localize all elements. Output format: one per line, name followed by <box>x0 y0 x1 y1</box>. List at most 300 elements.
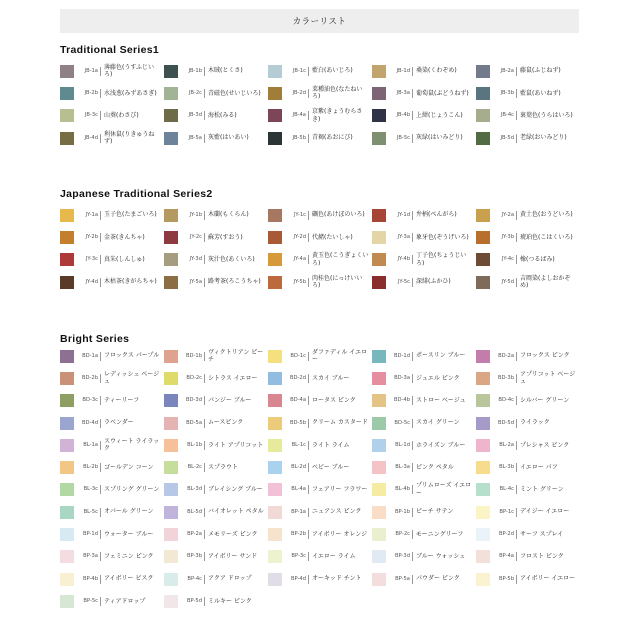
color-item <box>268 412 372 434</box>
color-swatch <box>268 528 282 541</box>
color-swatch <box>60 350 74 363</box>
color-name: 蘇芳(すおう) <box>208 233 243 241</box>
color-item <box>60 105 164 127</box>
color-code: BP-4c <box>178 575 205 584</box>
color-swatch <box>268 461 282 474</box>
color-swatch <box>268 65 282 78</box>
color-swatch <box>164 276 178 289</box>
color-swatch <box>476 483 490 496</box>
color-code: BL-5c <box>74 508 101 517</box>
color-item <box>476 479 580 501</box>
color-code: JY-1a <box>74 211 101 220</box>
color-name: スウィート ライラック <box>104 437 160 453</box>
color-item <box>372 568 476 590</box>
color-code: BP-4b <box>74 575 101 584</box>
color-swatch <box>372 506 386 519</box>
color-name: 灰汁色(あくいろ) <box>208 255 255 263</box>
color-item <box>60 590 164 612</box>
color-name: ブルー ウォッシュ <box>416 553 466 561</box>
color-name: ブレイシング ブルー <box>208 486 263 494</box>
color-item <box>60 271 164 293</box>
color-code: BD-5a <box>178 419 205 428</box>
section-title: Bright Series <box>60 333 130 345</box>
color-item <box>60 479 164 501</box>
color-name: アイボリー サンド <box>208 553 258 561</box>
color-swatch <box>268 483 282 496</box>
color-swatch <box>476 550 490 563</box>
color-code: BP-1a <box>282 508 309 517</box>
color-code: JY-1c <box>282 211 309 220</box>
color-item <box>476 390 580 412</box>
color-item <box>372 204 476 226</box>
color-code: JY-2b <box>74 233 101 242</box>
color-item <box>164 367 268 389</box>
color-name: モーニングリーフ <box>416 530 464 538</box>
color-name: サーフ スプレイ <box>520 530 564 538</box>
color-name: 水浅葱(みずあさぎ) <box>104 89 157 97</box>
page-title: カラーリスト <box>292 17 347 27</box>
color-item <box>60 60 164 82</box>
color-item <box>476 105 580 127</box>
color-name: 木蘭(もくらん) <box>208 211 249 219</box>
color-item <box>372 501 476 523</box>
color-item <box>60 204 164 226</box>
color-swatch <box>60 506 74 519</box>
color-name: 藍白(あいじろ) <box>312 67 353 75</box>
color-code: BL-3d <box>178 485 205 494</box>
color-swatch <box>164 483 178 496</box>
color-name: ダファディル イエロー <box>312 348 368 364</box>
color-item <box>476 271 580 293</box>
color-name: 菜種油色(なたねいろ) <box>312 85 363 101</box>
color-item <box>164 105 268 127</box>
color-swatch <box>268 439 282 452</box>
color-item <box>164 546 268 568</box>
color-code: BD-2d <box>282 374 309 383</box>
color-code: JY-1d <box>386 211 413 220</box>
color-item <box>268 226 372 248</box>
color-item <box>60 456 164 478</box>
color-swatch <box>476 65 490 78</box>
color-name: ジュエル ピンク <box>416 374 460 382</box>
color-code: BD-4a <box>282 396 309 405</box>
color-swatch <box>164 231 178 244</box>
color-swatch <box>60 417 74 430</box>
color-swatch <box>164 417 178 430</box>
color-name: 藤鼠(ふじねず) <box>520 67 561 75</box>
color-code: BP-1d <box>74 530 101 539</box>
color-swatch <box>164 461 178 474</box>
color-code: JY-2d <box>282 233 309 242</box>
color-item <box>476 127 580 149</box>
color-code: JB-1a <box>74 67 101 76</box>
color-name: スプリング グリーン <box>104 486 160 494</box>
color-swatch <box>372 550 386 563</box>
color-swatch <box>60 550 74 563</box>
color-swatch <box>268 372 282 385</box>
color-name: ウォーター ブルー <box>104 530 154 538</box>
color-name: ピンク ペタル <box>416 463 454 471</box>
color-swatch <box>164 439 178 452</box>
color-code: JY-5c <box>386 278 413 287</box>
color-name: 真朱(しんしゅ) <box>104 255 145 263</box>
color-swatch <box>372 461 386 474</box>
color-code: JY-3b <box>490 233 517 242</box>
color-item <box>164 60 268 82</box>
color-item <box>372 546 476 568</box>
color-item <box>372 434 476 456</box>
color-item <box>476 249 580 271</box>
color-swatch <box>60 132 74 145</box>
color-code: BP-2d <box>490 530 517 539</box>
color-item <box>164 345 268 367</box>
color-swatch <box>164 253 178 266</box>
color-swatch <box>372 394 386 407</box>
color-name: 葡萄鼠(ぶどうねず) <box>416 89 469 97</box>
color-swatch <box>60 65 74 78</box>
color-swatch <box>268 231 282 244</box>
color-swatch <box>60 595 74 608</box>
color-name: 裏葉色(うらはいろ) <box>520 111 573 119</box>
color-swatch <box>268 276 282 289</box>
color-item <box>268 204 372 226</box>
color-name: シトラス イエロー <box>208 374 258 382</box>
color-swatch <box>476 231 490 244</box>
color-swatch <box>164 65 178 78</box>
color-item <box>60 412 164 434</box>
color-code: JY-4a <box>282 255 309 264</box>
color-code: JY-2c <box>178 233 205 242</box>
color-code: BP-3d <box>386 552 413 561</box>
color-name: ベビー ブルー <box>312 463 350 471</box>
color-swatch <box>372 417 386 430</box>
color-swatch <box>476 528 490 541</box>
color-code: JB-1c <box>282 67 309 76</box>
color-code: BL-3b <box>490 463 517 472</box>
color-swatch <box>268 209 282 222</box>
color-item <box>268 390 372 412</box>
color-name: 橡(つるばみ) <box>520 255 555 263</box>
color-swatch <box>476 276 490 289</box>
color-item <box>476 226 580 248</box>
color-swatch <box>164 350 178 363</box>
color-code: BD-5d <box>490 419 517 428</box>
color-code: BL-4a <box>282 485 309 494</box>
color-name: オパール グリーン <box>104 508 154 516</box>
color-code: BL-2c <box>178 463 205 472</box>
color-code: BL-1c <box>282 441 309 450</box>
color-name: 木賊(とくさ) <box>208 67 243 75</box>
color-name: 代赭(たいしゃ) <box>312 233 353 241</box>
color-swatch <box>372 439 386 452</box>
color-name: プリムローズ イエロー <box>416 482 472 497</box>
color-name: フェミニン ピンク <box>104 553 154 561</box>
color-swatch <box>476 394 490 407</box>
color-item <box>476 456 580 478</box>
color-code: BD-4d <box>74 419 101 428</box>
color-name: 路考茶(ろこうちゃ) <box>208 278 261 286</box>
color-name: 薄藤色(うすふじいろ) <box>104 63 155 79</box>
color-swatch <box>372 372 386 385</box>
section-title: Traditional Series1 <box>60 44 160 56</box>
color-item <box>476 568 580 590</box>
color-name: ストロー ベージュ <box>416 396 466 404</box>
color-code: JY-1b <box>178 211 205 220</box>
color-swatch <box>372 253 386 266</box>
color-swatch <box>60 209 74 222</box>
color-name: 老緑(おいみどり) <box>520 134 567 142</box>
color-code: JY-4d <box>74 278 101 287</box>
color-swatch <box>164 550 178 563</box>
color-item <box>268 501 372 523</box>
color-swatch <box>476 439 490 452</box>
color-name: 肉桂色(にっけいいろ) <box>312 274 363 290</box>
color-name: アイボリー オレンジ <box>312 530 368 538</box>
color-name: 青磁色(せいじいろ) <box>208 89 261 97</box>
color-name: ホライズン ブルー <box>416 441 466 449</box>
color-item <box>268 479 372 501</box>
color-name: オーキッド チント <box>312 575 362 583</box>
color-swatch <box>476 209 490 222</box>
color-swatch <box>372 350 386 363</box>
color-code: BL-2d <box>282 463 309 472</box>
color-item <box>476 345 580 367</box>
color-item <box>60 390 164 412</box>
color-swatch <box>268 417 282 430</box>
color-code: BP-5d <box>178 597 205 606</box>
color-swatch <box>372 573 386 586</box>
color-name: 礪色(あけぼのいろ) <box>312 211 365 219</box>
color-code: JB-3a <box>386 89 413 98</box>
color-code: BL-3a <box>386 463 413 472</box>
color-item <box>372 390 476 412</box>
color-item <box>164 82 268 104</box>
color-swatch <box>372 276 386 289</box>
color-name: スカイ ブルー <box>312 374 350 382</box>
color-name: 京紫(きょうむらさき) <box>312 108 363 123</box>
color-swatch <box>372 528 386 541</box>
color-name: アイボリー イエロー <box>520 575 576 583</box>
color-swatch <box>476 506 490 519</box>
color-code: BP-4d <box>282 575 309 584</box>
color-item <box>60 501 164 523</box>
color-swatch <box>164 109 178 122</box>
color-item <box>164 127 268 149</box>
color-swatch <box>164 394 178 407</box>
color-name: ニュアンス ピンク <box>312 508 362 516</box>
color-swatch <box>476 132 490 145</box>
color-item <box>372 345 476 367</box>
color-code: BD-4b <box>386 396 413 405</box>
color-swatch <box>164 87 178 100</box>
color-item <box>164 479 268 501</box>
color-item <box>372 127 476 149</box>
color-code: BP-5b <box>490 575 517 584</box>
color-swatch <box>372 483 386 496</box>
color-code: JB-3c <box>74 111 101 120</box>
color-code: JB-4b <box>386 111 413 120</box>
color-grid <box>60 345 580 613</box>
color-name: ミルキー ピンク <box>208 597 252 605</box>
color-swatch <box>60 372 74 385</box>
color-swatch <box>164 528 178 541</box>
color-name: ポースリン ブルー <box>416 352 466 360</box>
color-item <box>476 367 580 389</box>
color-code: BL-5d <box>178 508 205 517</box>
color-name: ライラック <box>520 419 550 427</box>
color-code: JB-2d <box>282 89 309 98</box>
color-item <box>268 456 372 478</box>
color-swatch <box>60 528 74 541</box>
color-name: フロックス パープル <box>104 352 160 360</box>
color-code: BD-5c <box>386 419 413 428</box>
color-name: 利休鼠(りきゅうねず) <box>104 130 155 146</box>
color-item <box>268 546 372 568</box>
color-item <box>372 226 476 248</box>
color-name: メモリーズ ピンク <box>208 530 258 538</box>
color-code: BP-2b <box>282 530 309 539</box>
color-code: JY-5a <box>178 278 205 287</box>
color-code: BD-1b <box>178 352 205 361</box>
color-name: 上紺(じょうこん) <box>416 111 463 119</box>
color-code: BL-1b <box>178 441 205 450</box>
color-item <box>268 367 372 389</box>
color-name: 藍鼠(あいねず) <box>520 89 561 97</box>
color-code: JB-1b <box>178 67 205 76</box>
color-swatch <box>164 506 178 519</box>
color-name: 琥珀色(こはくいろ) <box>520 233 573 241</box>
color-item <box>372 60 476 82</box>
color-code: JB-1d <box>386 67 413 76</box>
color-code: BD-2b <box>74 374 101 383</box>
color-name: 弁柄(べんがら) <box>416 211 457 219</box>
color-swatch <box>164 209 178 222</box>
color-item <box>372 412 476 434</box>
color-swatch <box>268 550 282 563</box>
color-name: プレシャス ピンク <box>520 441 570 449</box>
color-swatch <box>268 132 282 145</box>
color-name: フェアリー フラワー <box>312 486 368 494</box>
color-name: 吉岡染(よしおかぞめ) <box>520 274 571 290</box>
color-swatch <box>60 276 74 289</box>
color-item <box>164 523 268 545</box>
color-code: JY-4b <box>386 255 413 264</box>
color-name: 木枯茶(きがらちゃ) <box>104 278 157 286</box>
color-item <box>372 271 476 293</box>
color-swatch <box>476 417 490 430</box>
color-item <box>60 82 164 104</box>
color-code: BL-1a <box>74 441 101 450</box>
color-code: JY-4c <box>490 255 517 264</box>
color-code: JB-3b <box>490 89 517 98</box>
color-name: ライト アプリコット <box>208 441 264 449</box>
color-swatch <box>476 573 490 586</box>
color-item <box>476 523 580 545</box>
color-swatch <box>268 506 282 519</box>
color-item <box>60 127 164 149</box>
color-item <box>268 127 372 149</box>
color-name: 深緋(ふかひ) <box>416 278 451 286</box>
color-swatch <box>164 573 178 586</box>
color-code: BP-2c <box>386 530 413 539</box>
color-swatch <box>268 109 282 122</box>
color-swatch <box>60 483 74 496</box>
color-item <box>476 501 580 523</box>
color-code: BL-4c <box>490 485 517 494</box>
color-code: BP-3b <box>178 552 205 561</box>
color-name: 青褐(あおにび) <box>312 134 353 142</box>
color-name: アクア ドロップ <box>208 575 252 583</box>
color-code: BD-4c <box>490 396 517 405</box>
color-code: JB-2a <box>490 67 517 76</box>
color-code: JY-5b <box>282 278 309 287</box>
color-item <box>476 82 580 104</box>
color-name: デイジー イエロー <box>520 508 570 516</box>
color-item <box>476 546 580 568</box>
color-name: ロータス ピンク <box>312 396 356 404</box>
color-swatch <box>372 87 386 100</box>
color-swatch <box>476 461 490 474</box>
color-code: JB-3d <box>178 111 205 120</box>
color-code: BD-1a <box>74 352 101 361</box>
color-swatch <box>60 87 74 100</box>
color-code: BP-2a <box>178 530 205 539</box>
color-swatch <box>60 231 74 244</box>
color-swatch <box>372 209 386 222</box>
color-code: BD-1c <box>282 352 309 361</box>
color-code: BP-1b <box>386 508 413 517</box>
color-code: BL-1d <box>386 441 413 450</box>
color-code: JY-5d <box>490 278 517 287</box>
color-item <box>164 226 268 248</box>
color-swatch <box>372 65 386 78</box>
color-item <box>60 367 164 389</box>
color-item <box>372 523 476 545</box>
color-name: 金茶(きんちゃ) <box>104 233 145 241</box>
color-swatch <box>164 132 178 145</box>
color-item <box>60 249 164 271</box>
color-name: 象牙色(ぞうげいろ) <box>416 233 469 241</box>
color-swatch <box>476 109 490 122</box>
color-item <box>164 390 268 412</box>
color-item <box>372 105 476 127</box>
color-name: イエロー ライム <box>312 553 356 561</box>
color-item <box>164 412 268 434</box>
color-name: ヴィクトリアン ピーチ <box>208 348 264 364</box>
color-name: ラベンダー <box>104 419 134 427</box>
color-swatch <box>268 350 282 363</box>
color-code: JB-4c <box>490 111 517 120</box>
color-code: BP-4a <box>490 552 517 561</box>
color-name: レディッシュ ベージュ <box>104 370 160 386</box>
color-code: JB-5b <box>282 134 309 143</box>
color-name: ピーチ サテン <box>416 508 454 516</box>
color-swatch <box>476 372 490 385</box>
color-name: フロックス ピンク <box>520 352 570 360</box>
color-name: 山葵(わさび) <box>104 111 139 119</box>
color-code: JB-5c <box>386 134 413 143</box>
color-swatch <box>268 87 282 100</box>
color-item <box>372 456 476 478</box>
color-item <box>60 546 164 568</box>
color-item <box>60 226 164 248</box>
color-item <box>60 434 164 456</box>
color-name: パウダー ピンク <box>416 575 460 583</box>
color-name: ゴールデン コーン <box>104 463 154 471</box>
color-item <box>372 249 476 271</box>
color-item <box>372 479 476 501</box>
color-item <box>268 434 372 456</box>
